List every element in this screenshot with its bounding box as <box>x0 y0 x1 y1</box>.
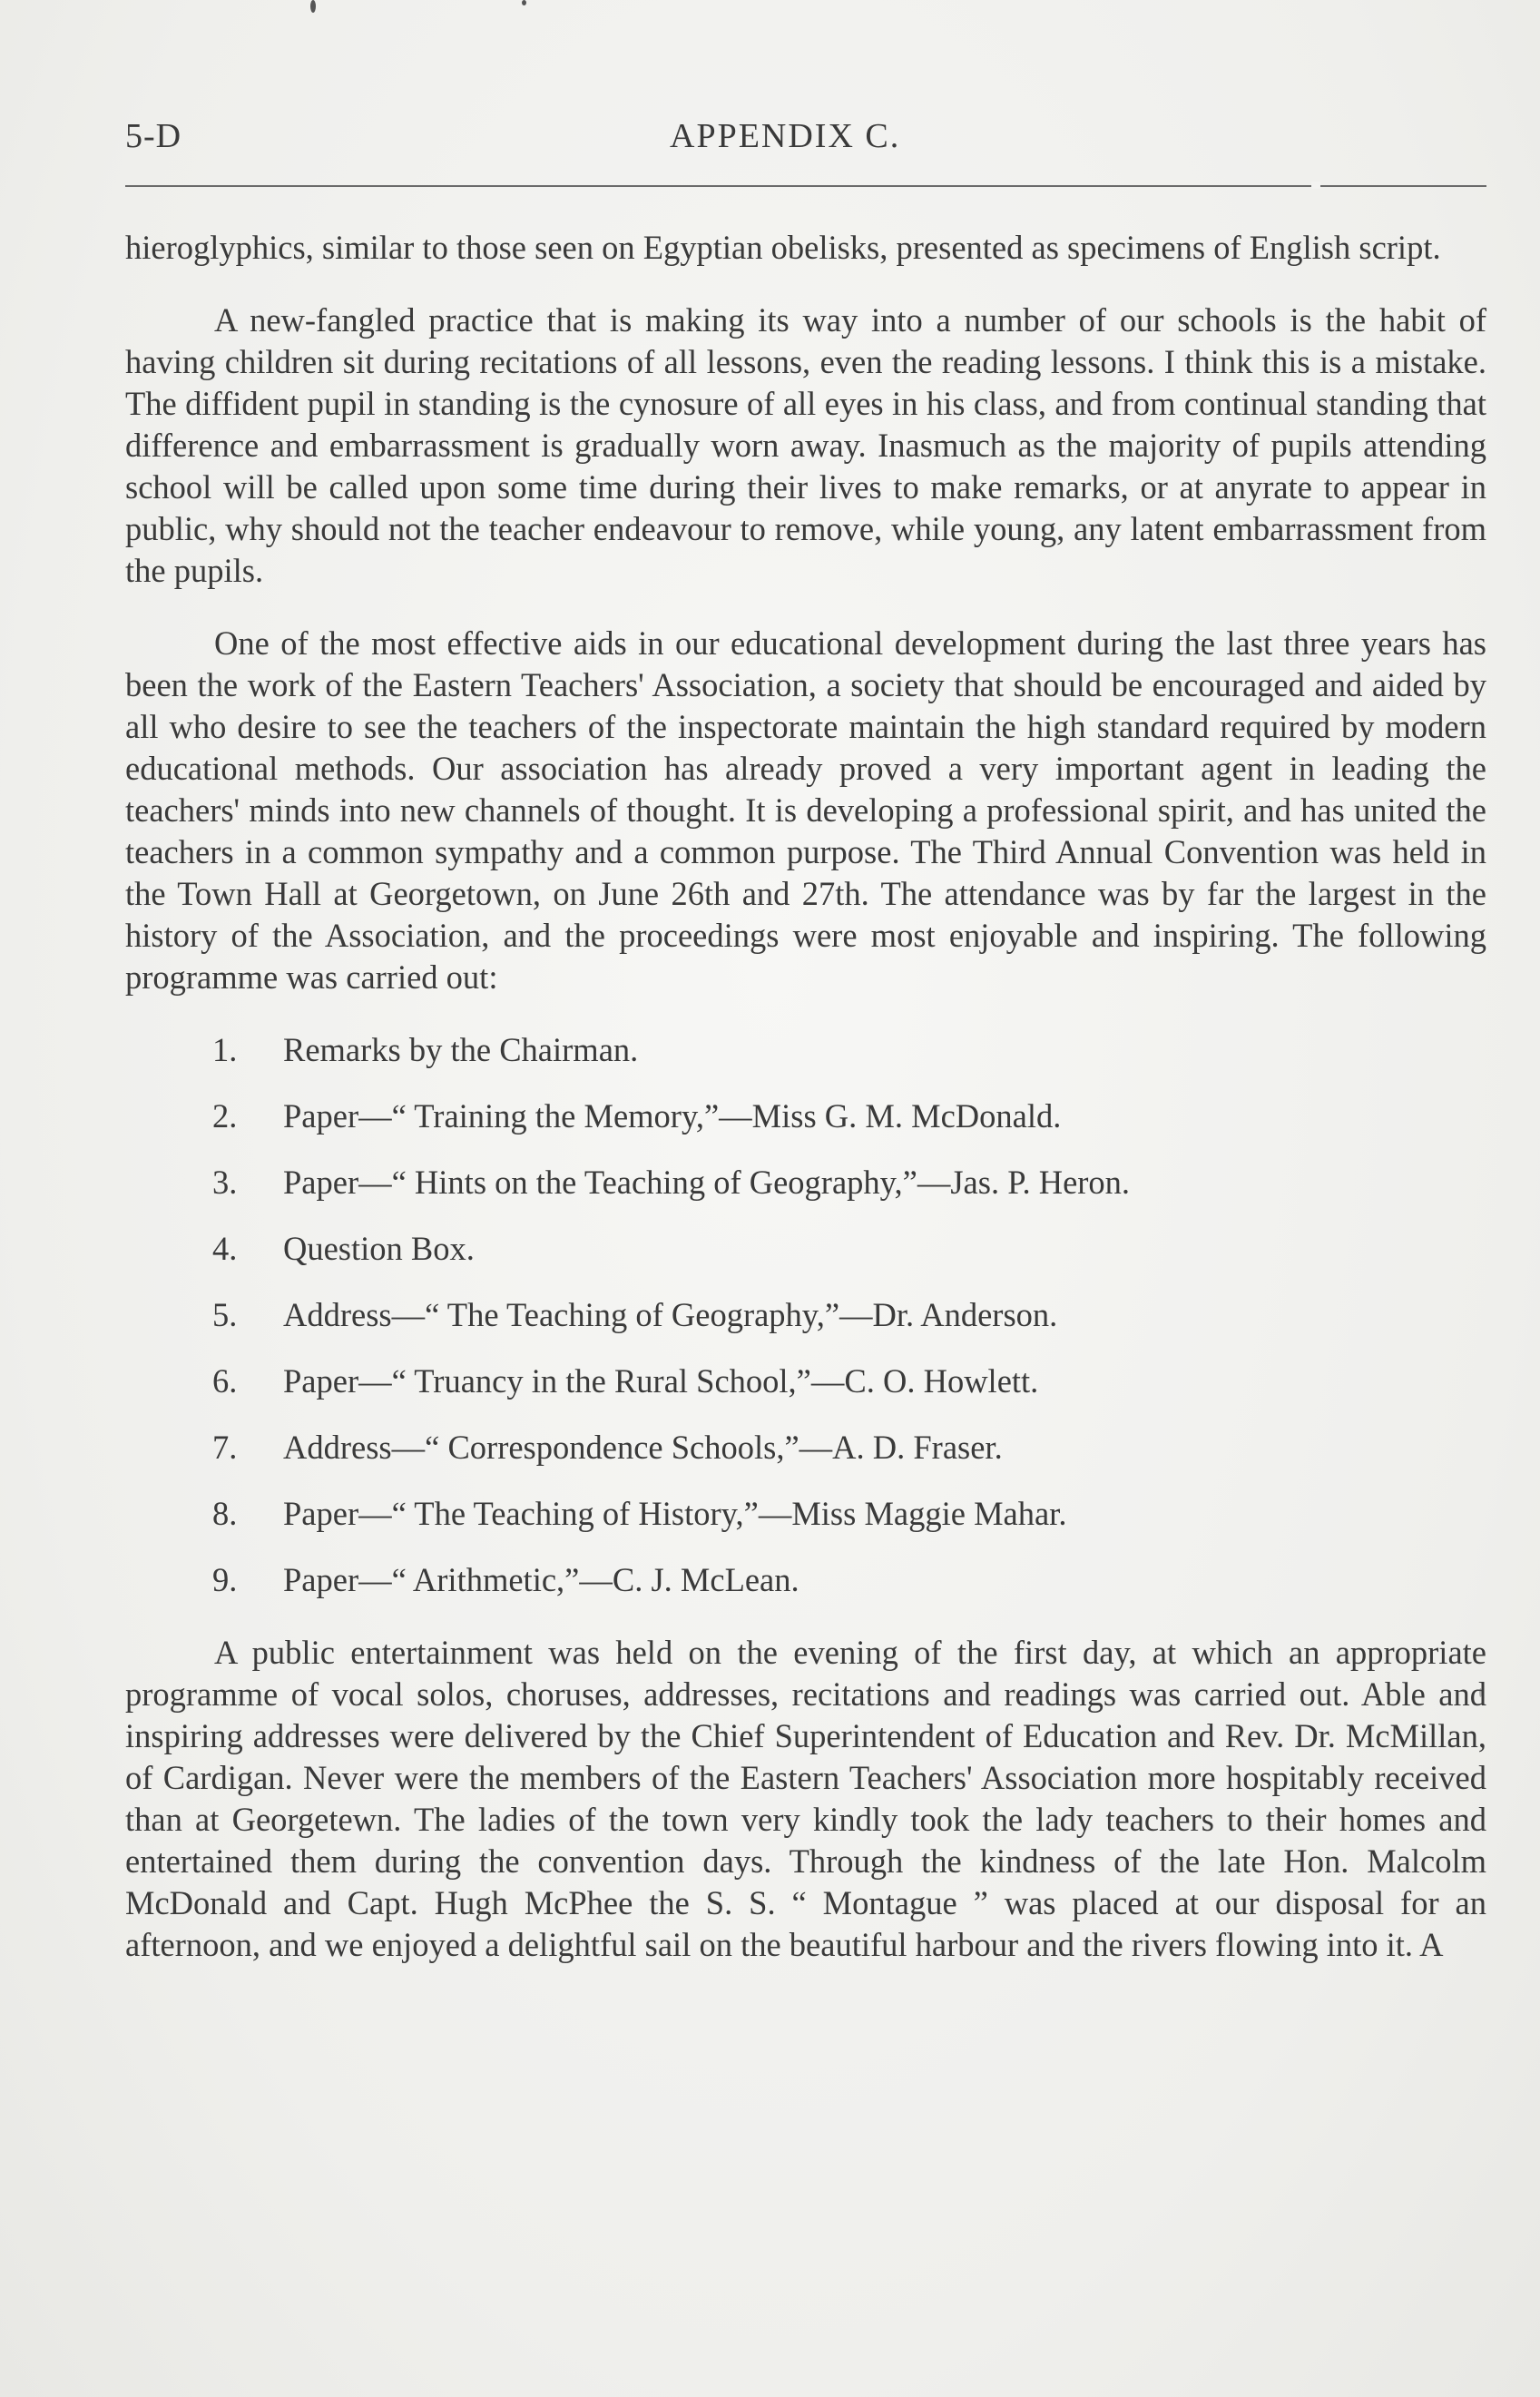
paragraph-association: One of the most effective aids in our educational development during the last three years has been the work of the Eastern Teachers' Association, a society that should be encouraged and aided by all who desire to see the teachers of the inspectorate maintain the high standard required by modern educational methods. Our association has already proved a very important agent in leading the teachers' minds into new channels of thought. It is developing a professional spirit, and has united the teachers in a common sympathy and a common purpose. The Third Annual Convention was held in the Town Hall at Georgetown, on June 26th and 27th. The attendance was by far the largest in the history of the Association, and the proceedings were most enjoyable and inspiring. The following programme was carried out: <box>125 624 1486 996</box>
programme-item-text: Remarks by the Chairman. <box>283 1031 639 1068</box>
running-head: APPENDIX C. <box>670 117 901 155</box>
paragraph-recitations: A new-fangled practice that is making its way into a number of our schools is the habit of having children sit during recitations of all lessons, even the reading lessons. I think this is a mistake. The diffident pupil in standing is the cynosure of all eyes in his class, and from continual standing that difference and embarrassment is gradually worn away. Inasmuch as the majority of pupils attending school will be called upon some time during their lives to make remarks, or at anyrate to appear in public, why should not the teacher endeavour to remove, while young, any latent embarrassment from the pupils. <box>125 301 1486 589</box>
programme-item <box>125 1361 1486 1402</box>
paragraph-entertainment: A public entertainment was held on the evening of the first day, at which an appropriate programme of vocal solos, choruses, addresses, recitations and readings was carried out. Able and inspiring addresses were delivered by the Chief Superintendent of Education and Rev. Dr. McMillan, of Cardigan. Never were the members of the Eastern Teachers' Association more hospitably received than at Georgetewn. The ladies of the town very kindly took the lady teachers to their homes and entertained them during the convention days. Through the kindness of the late Hon. Malcolm McDonald and Capt. Hugh McPhee the S. S. “ Montague ” was placed at our disposal for an afternoon, and we enjoyed a delightful sail on the beautiful harbour and the rivers flowing into it. A <box>125 1634 1486 1963</box>
page-number: 5-D <box>125 117 182 155</box>
programme-item-number: 9. <box>212 1561 238 1598</box>
programme-item <box>125 1294 1486 1336</box>
programme-item <box>125 1493 1486 1535</box>
programme-item-number: 2. <box>212 1097 238 1135</box>
programme-item-text: Paper—“ Truancy in the Rural School,”—C. O. Howlett. <box>283 1362 1039 1400</box>
programme-item-number: 6. <box>212 1362 238 1400</box>
programme-item-text: Paper—“ Arithmetic,”—C. J. McLean. <box>283 1561 799 1598</box>
programme-list <box>125 1029 1486 1601</box>
programme-item-text: Address—“ The Teaching of Geography,”—Dr. Anderson. <box>283 1296 1058 1333</box>
programme-item-number: 1. <box>212 1031 238 1068</box>
programme-item <box>125 1162 1486 1203</box>
programme-item-text: Paper—“ The Teaching of History,”—Miss Maggie Mahar. <box>283 1495 1067 1532</box>
header-rule-break <box>1311 182 1320 189</box>
paragraph-continuation: hieroglyphics, similar to those seen on Egyptian obelisks, presented as specimens of English script. <box>125 229 1441 266</box>
programme-item-text: Address—“ Correspondence Schools,”—A. D. Fraser. <box>283 1429 1003 1466</box>
programme-item-number: 8. <box>212 1495 238 1532</box>
ink-speck <box>1479 1688 1482 1697</box>
header-rule <box>125 185 1486 187</box>
programme-item-number: 7. <box>212 1429 238 1466</box>
programme-item <box>125 1095 1486 1137</box>
programme-item <box>125 1559 1486 1601</box>
programme-item-text: Paper—“ Training the Memory,”—Miss G. M. McDonald. <box>283 1097 1062 1135</box>
programme-item-text: Question Box. <box>283 1230 475 1267</box>
programme-item <box>125 1228 1486 1270</box>
page-body <box>125 227 1486 1966</box>
programme-item-text: Paper—“ Hints on the Teaching of Geography,”—Jas. P. Heron. <box>283 1164 1131 1201</box>
programme-item-number: 5. <box>212 1296 238 1333</box>
programme-item <box>125 1427 1486 1469</box>
programme-item <box>125 1029 1486 1071</box>
ink-speck <box>310 0 316 13</box>
page-header <box>125 107 1486 162</box>
programme-item-number: 3. <box>212 1164 238 1201</box>
ink-speck <box>522 0 526 5</box>
programme-item-number: 4. <box>212 1230 238 1267</box>
